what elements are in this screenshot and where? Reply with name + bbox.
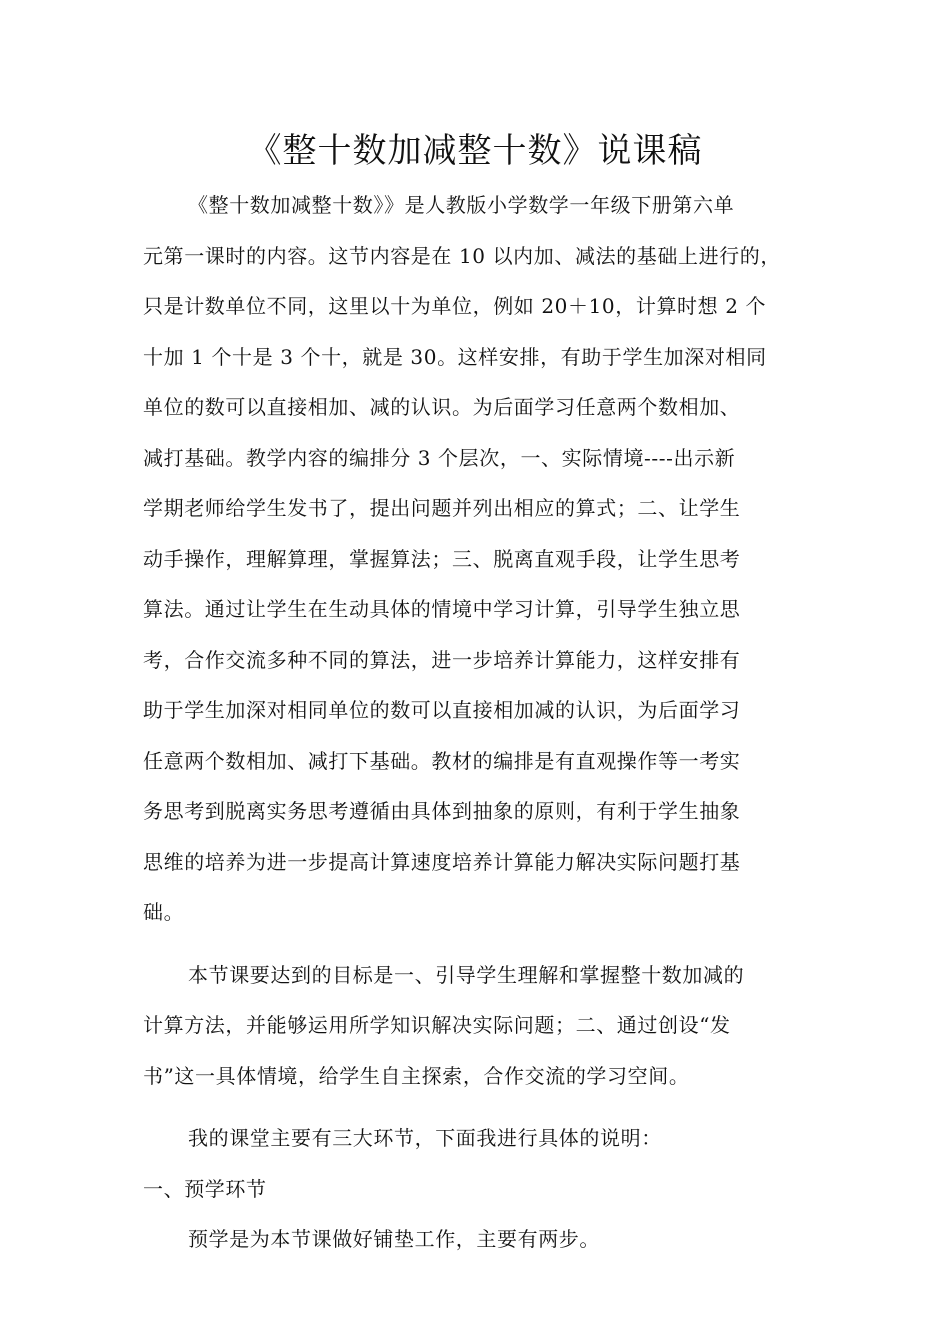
text-line: 减打基础。教学内容的编排分 3 个层次，一、实际情境----出示新 <box>143 445 736 470</box>
text-line: 十加 1 个十是 3 个十，就是 30。这样安排，有助于学生加深对相同 <box>143 344 767 369</box>
section-heading-text: 一、预学环节 <box>143 1176 267 1201</box>
section-heading <box>143 1164 813 1215</box>
paragraph-spacer <box>143 1101 813 1113</box>
text-line: 《整十数加减整十数》》是人教版小学数学一年级下册第六单 <box>188 193 735 217</box>
paragraph-objectives <box>143 950 813 1102</box>
text-line: 考，合作交流多种不同的算法，进一步培养计算能力，这样安排有 <box>143 647 741 672</box>
paragraph-intro <box>143 180 813 938</box>
document-body <box>143 180 813 1265</box>
text-line: 思维的培养为进一步提高计算速度培养计算能力解决实际问题打基 <box>143 849 741 874</box>
text-line: 务思考到脱离实务思考遵循由具体到抽象的原则，有利于学生抽象 <box>143 799 741 823</box>
text-line: 预学是为本节课做好铺垫工作，主要有两步。 <box>188 1227 600 1251</box>
text-line: 动手操作，理解算理，掌握算法；三、脱离直观手段，让学生思考 <box>143 546 741 571</box>
text-line: 学期老师给学生发书了，提出问题并列出相应的算式；二、让学生 <box>143 496 741 520</box>
text-line: 单位的数可以直接相加、减的认识。为后面学习任意两个数相加、 <box>143 395 741 419</box>
text-line: 任意两个数相加、减打下基础。教材的编排是有直观操作等一考实 <box>143 748 741 773</box>
paragraph-overview <box>143 1113 813 1164</box>
text-line: 我的课堂主要有三大环节，下面我进行具体的说明： <box>188 1126 662 1150</box>
paragraph-preview <box>143 1214 813 1265</box>
text-line: 元第一课时的内容。这节内容是在 10 以内加、减法的基础上进行的， <box>143 243 781 268</box>
text-line: 本节课要达到的目标是一、引导学生理解和掌握整十数加减的 <box>188 962 745 987</box>
document-title: 《整十数加减整十数》说课稿 <box>247 131 703 171</box>
paragraph-spacer <box>143 938 813 950</box>
text-line: 础。 <box>143 900 185 924</box>
text-line: 书”这一具体情境，给学生自主探索，合作交流的学习空间。 <box>143 1063 690 1088</box>
text-line: 计算方法，并能够运用所学知识解决实际问题；二、通过创设“发 <box>143 1013 731 1037</box>
text-line: 助于学生加深对相同单位的数可以直接相加减的认识，为后面学习 <box>143 698 741 722</box>
text-line: 只是计数单位不同，这里以十为单位，例如 20＋10，计算时想 2 个 <box>143 294 767 318</box>
text-line: 算法。通过让学生在生动具体的情境中学习计算，引导学生独立思 <box>143 597 741 621</box>
